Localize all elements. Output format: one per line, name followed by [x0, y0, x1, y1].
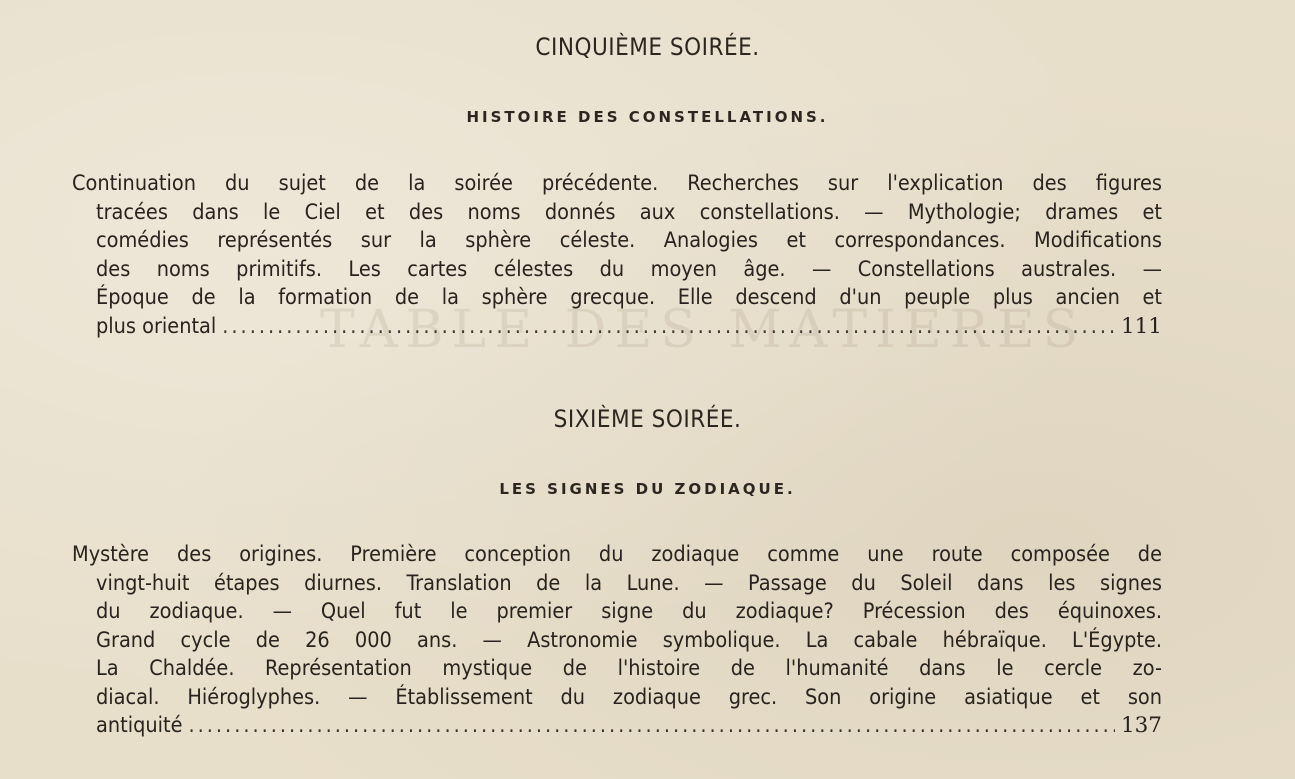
page-number: 137	[1120, 713, 1162, 738]
paragraph-line: du zodiaque. — Quel fut le premier signe du zodiaque? Précession des équinoxes.	[96, 599, 1162, 624]
dot-leader	[188, 712, 1114, 741]
summary-paragraph	[72, 541, 1162, 741]
toc-entry-leader	[72, 712, 1162, 741]
paragraph-line: comédies représentés sur la sphère céleste. Analogies et correspondances. Modifications	[96, 228, 1162, 253]
paragraph-last-line: antiquité	[96, 713, 183, 738]
paragraph-last-line: plus oriental	[96, 313, 217, 339]
paragraph-line: La Chaldée. Représentation mystique de l'histoire de l'humanité dans le cercle zo-	[96, 656, 1162, 681]
paragraph-line: Grand cycle de 26 000 ans. — Astronomie symbolique. La cabale hébraïque. L'Égypte.	[96, 627, 1162, 653]
paragraph-line: diacal. Hiéroglyphes. — Établissement du zodiaque grec. Son origine asiatique et son	[96, 684, 1162, 710]
paragraph-line: Continuation du sujet de la soirée précédente. Recherches sur l'explication des figures	[72, 171, 1162, 196]
paragraph-line: des noms primitifs. Les cartes célestes du moyen âge. — Constellations australes. —	[96, 256, 1162, 282]
section-heading: LES SIGNES DU ZODIAQUE.	[499, 480, 796, 498]
paragraph-line: vingt-huit étapes diurnes. Translation de la Lune. — Passage du Soleil dans les signes	[96, 570, 1162, 596]
page-number: 111	[1120, 313, 1162, 339]
paragraph-line: Mystère des origines. Première conception du zodiaque comme une route composée de	[72, 542, 1162, 567]
toc-entry-leader	[72, 313, 1162, 342]
soiree-heading: CINQUIÈME SOIRÉE.	[535, 33, 760, 61]
soiree-heading: SIXIÈME SOIRÉE.	[553, 405, 742, 433]
section-heading: HISTOIRE DES CONSTELLATIONS.	[466, 108, 829, 126]
paragraph-line: tracées dans le Ciel et des noms donnés aux constellations. — Mythologie; drames et	[96, 199, 1162, 225]
show-through-artifact: TABLE DES MATIÈRES	[320, 300, 1087, 360]
summary-paragraph	[72, 170, 1162, 341]
dot-leader	[222, 313, 1115, 342]
paragraph-line: Époque de la formation de la sphère grecque. Elle descend d'un peuple plus ancien et	[96, 285, 1162, 310]
